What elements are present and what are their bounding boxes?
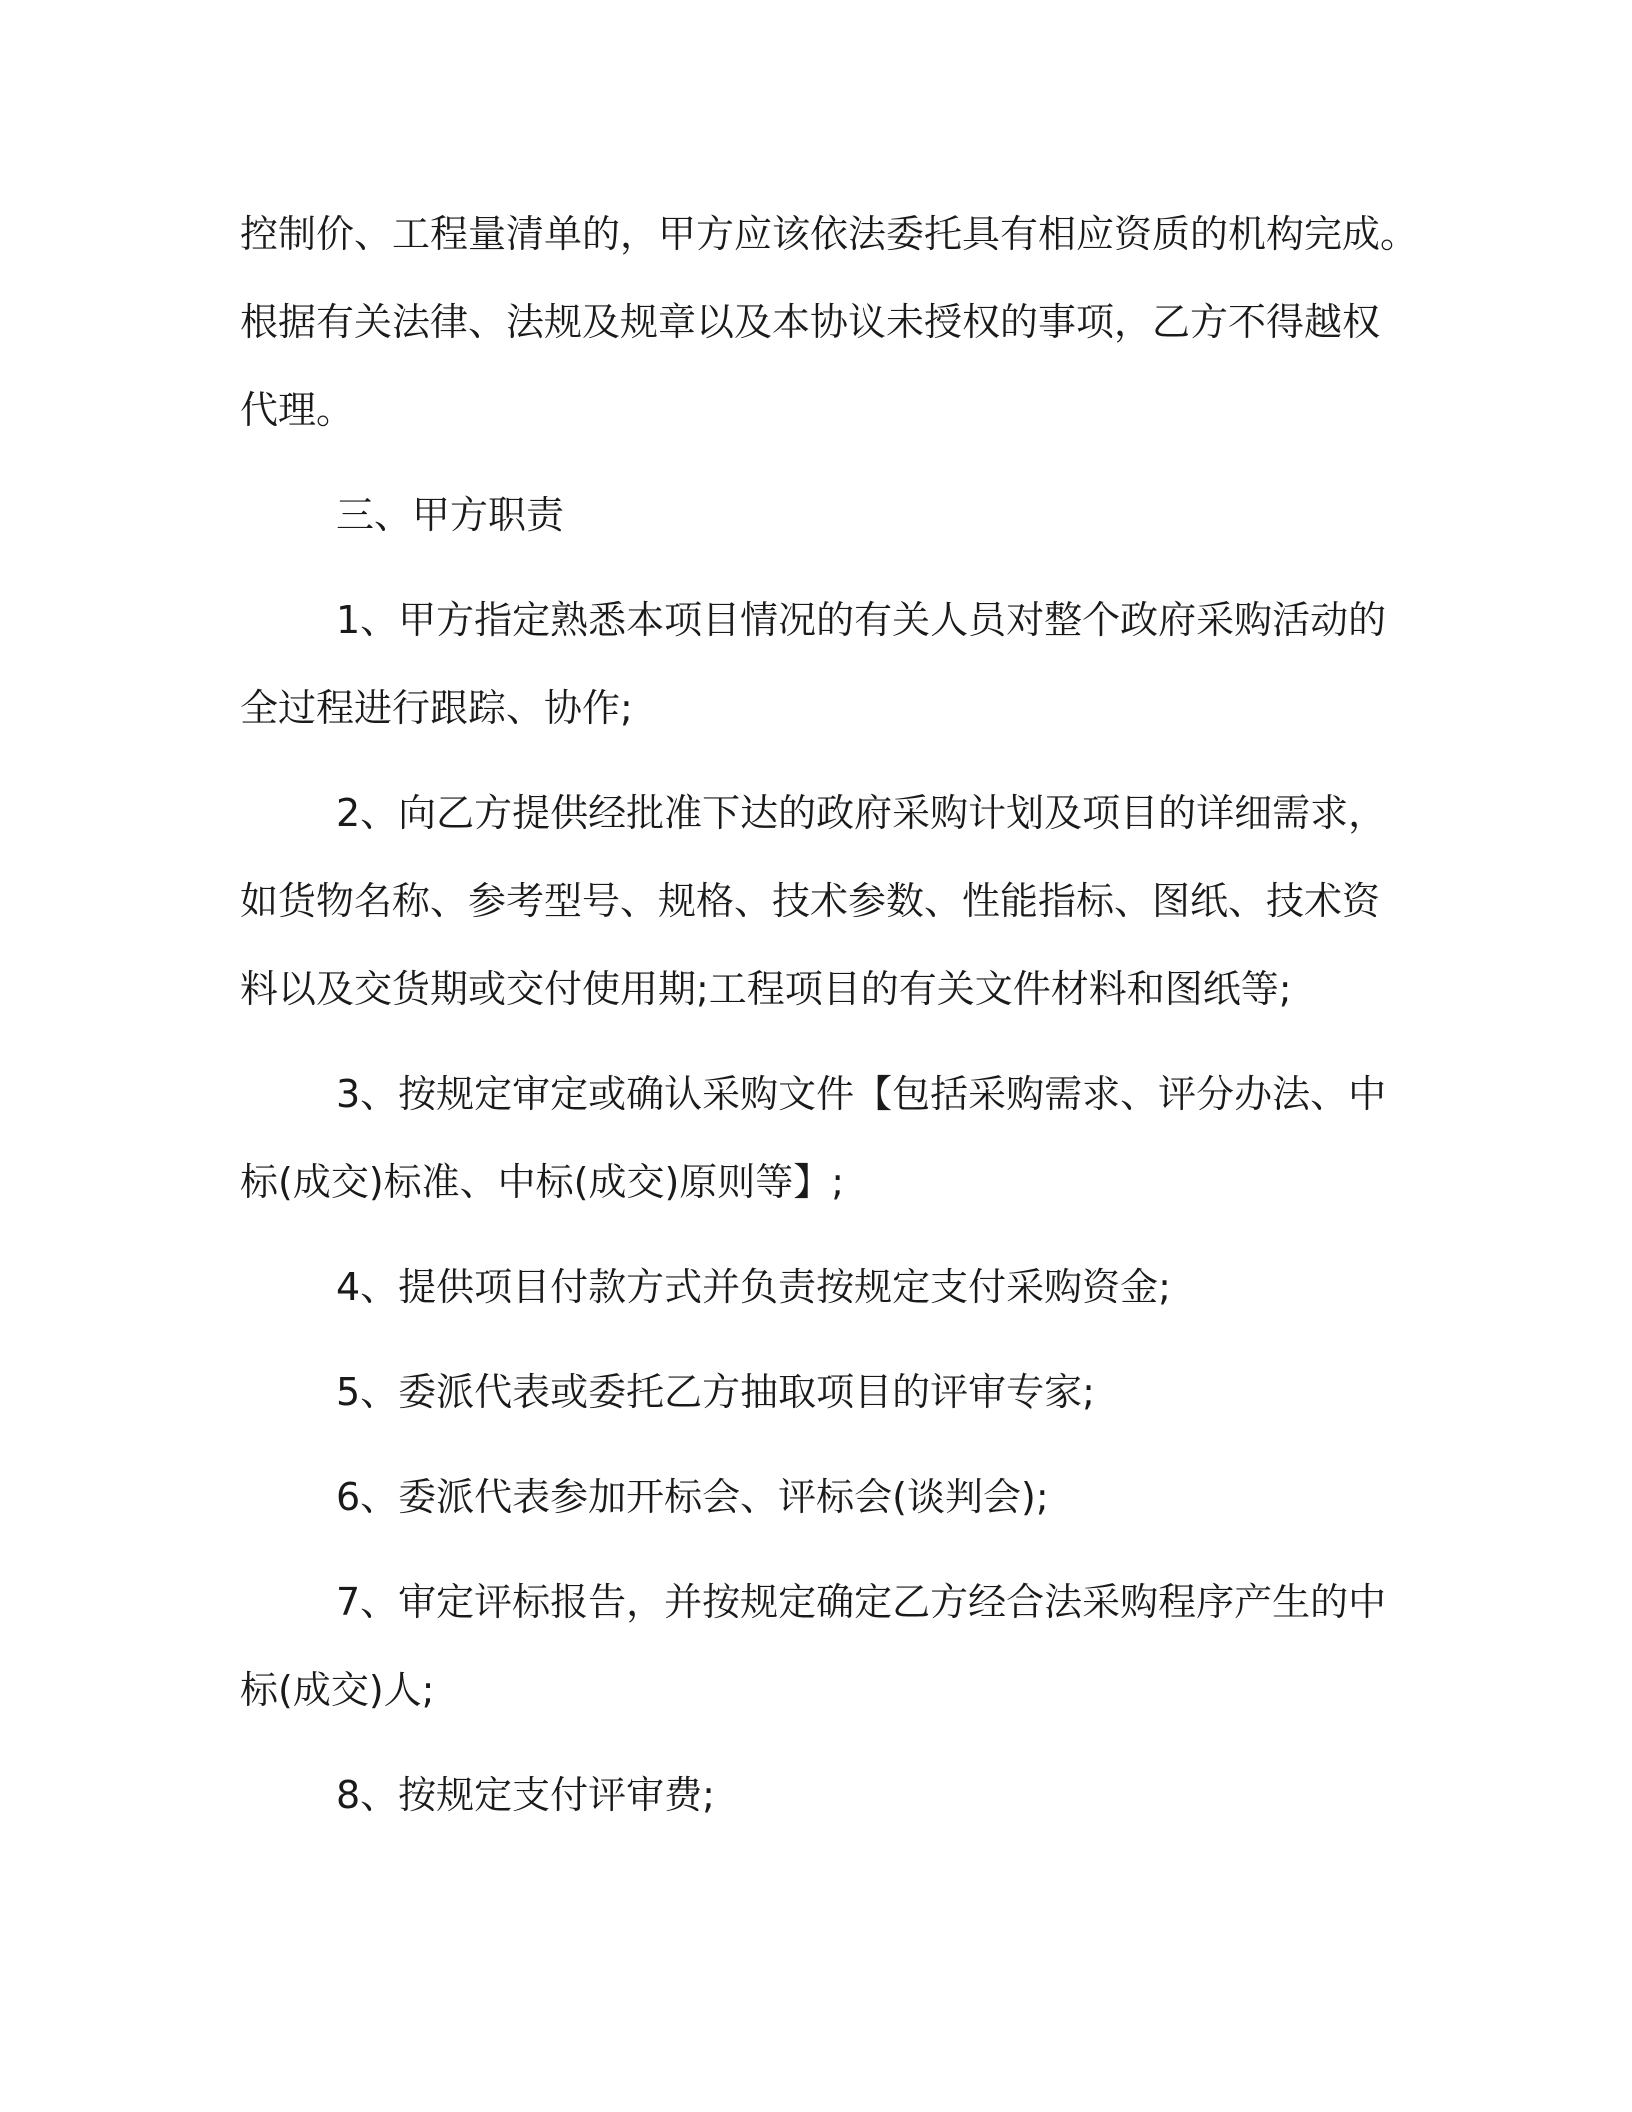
intro-line-1: 控制价、工程量清单的，甲方应该依法委托具有相应资质的机构完成。 bbox=[240, 212, 1419, 256]
list-item-line: 1、甲方指定熟悉本项目情况的有关人员对整个政府采购活动的 bbox=[336, 598, 1387, 642]
list-item-line: 全过程进行跟踪、协作; bbox=[240, 686, 633, 730]
intro-paragraph bbox=[240, 190, 1419, 454]
section-heading: 三、甲方职责 bbox=[336, 493, 565, 537]
list-item-6 bbox=[240, 1453, 1360, 1541]
list-item-8 bbox=[240, 1751, 1360, 1839]
paragraph-gap bbox=[240, 1436, 1360, 1453]
list-item-line: 3、按规定审定或确认采购文件【包括采购需求、评分办法、中 bbox=[336, 1072, 1387, 1116]
list-item-line: 6、委派代表参加开标会、评标会(谈判会); bbox=[336, 1475, 1049, 1519]
paragraph-gap bbox=[240, 454, 1360, 471]
list-item-line: 2、向乙方提供经批准下达的政府采购计划及项目的详细需求， bbox=[336, 791, 1387, 835]
list-item-line: 料以及交货期或交付使用期;工程项目的有关文件材料和图纸等; bbox=[240, 967, 1292, 1011]
list-item-line: 8、按规定支付评审费; bbox=[336, 1773, 715, 1817]
list-item-3 bbox=[240, 1050, 1387, 1226]
list-item-5 bbox=[240, 1348, 1360, 1436]
list-item-4 bbox=[240, 1243, 1360, 1331]
paragraph-gap bbox=[240, 1033, 1360, 1050]
paragraph-gap bbox=[240, 1734, 1360, 1751]
document-body bbox=[240, 190, 1419, 1839]
paragraph-gap bbox=[240, 1331, 1360, 1348]
list-item-line: 标(成交)标准、中标(成交)原则等】; bbox=[240, 1160, 845, 1204]
paragraph-gap bbox=[240, 752, 1360, 769]
list-item-2 bbox=[240, 769, 1387, 1033]
list-item-line: 如货物名称、参考型号、规格、技术参数、性能指标、图纸、技术资 bbox=[240, 879, 1381, 923]
intro-line-2: 根据有关法律、法规及规章以及本协议未授权的事项，乙方不得越权 bbox=[240, 300, 1381, 344]
paragraph-gap bbox=[240, 559, 1360, 576]
list-item-1 bbox=[240, 576, 1387, 752]
paragraph-gap bbox=[240, 1226, 1360, 1243]
list-item-7 bbox=[240, 1558, 1387, 1734]
intro-line-3: 代理。 bbox=[240, 388, 355, 432]
list-item-line: 4、提供项目付款方式并负责按规定支付采购资金; bbox=[336, 1265, 1171, 1309]
list-item-line: 7、审定评标报告，并按规定确定乙方经合法采购程序产生的中 bbox=[336, 1580, 1387, 1624]
paragraph-gap bbox=[240, 1541, 1360, 1558]
list-item-line: 5、委派代表或委托乙方抽取项目的评审专家; bbox=[336, 1370, 1095, 1414]
list-item-line: 标(成交)人; bbox=[240, 1668, 435, 1712]
